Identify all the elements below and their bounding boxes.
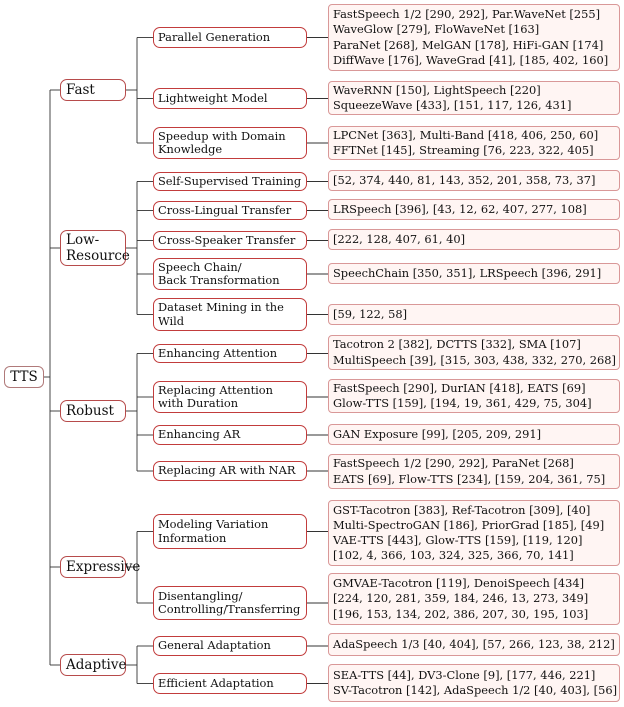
- category-label-line: Adaptive: [66, 657, 127, 673]
- method-line: EATS [69], Flow-TTS [234], [159, 204, 361, 75]: [333, 471, 606, 486]
- root-node-tts: TTS: [4, 366, 44, 388]
- subcategory-label-line: Self-Supervised Training: [158, 173, 302, 188]
- method-line: LPCNet [363], Multi-Band [418, 406, 250, 60]: [333, 127, 599, 142]
- category-label-line: Fast: [66, 82, 95, 98]
- subcategory-label-line: with Duration: [158, 396, 239, 410]
- subcategory-cross-speaker-transfer: [153, 231, 307, 250]
- subcategory-cross-lingual-transfer: [153, 201, 307, 220]
- category-expressive: [60, 556, 141, 578]
- category-label-line: Expressive: [66, 559, 141, 575]
- method-line: GMVAE-Tacotron [119], DenoiSpeech [434]: [333, 576, 585, 591]
- subcategory-lightweight-model: [153, 88, 307, 109]
- method-list: [328, 664, 620, 702]
- method-line: SqueezeWave [433], [151, 117, 126, 431]: [333, 98, 572, 112]
- subcategory-label-line: General Adaptation: [158, 638, 271, 653]
- subcategory-label-line: Controlling/Transferring: [158, 602, 301, 616]
- category-label-line: Robust: [66, 403, 114, 419]
- method-line: GST-Tacotron [383], Ref-Tacotron [309], [40]: [333, 502, 591, 517]
- method-line: SpeechChain [350, 351], LRSpeech [396, 291]: [333, 265, 602, 280]
- method-line: AdaSpeech 1/3 [40, 404], [57, 266, 123, 38, 212]: [333, 636, 615, 651]
- category-label-line: Low-: [66, 232, 100, 248]
- subcategory-label-line: Modeling Variation: [158, 517, 269, 531]
- subcategory-enhancing-ar: [153, 425, 307, 445]
- subcategory-label-line: Efficient Adaptation: [158, 675, 274, 690]
- method-line: Multi-SpectroGAN [186], PriorGrad [185], [49]: [333, 517, 605, 532]
- category-robust: [60, 400, 126, 422]
- method-list: [328, 126, 620, 160]
- subcategory-label-line: Dataset Mining in the: [158, 300, 284, 314]
- method-list: [328, 81, 620, 115]
- subcategory-replacing-attention-with-duration: [153, 381, 307, 413]
- category-low-resource: [60, 230, 130, 266]
- method-line: ParaNet [268], MelGAN [178], HiFi-GAN [174]: [333, 37, 604, 52]
- method-list: [328, 170, 620, 191]
- subcategory-label-line: Speech Chain/: [158, 259, 242, 274]
- subcategory-label-line: Cross-Speaker Transfer: [158, 232, 296, 247]
- subcategory-disentangling-controlling-transferring: [153, 586, 307, 620]
- method-line: [52, 374, 440, 81, 143, 352, 201, 358, 73, 37]: [333, 172, 596, 187]
- method-line: Tacotron 2 [382], DCTTS [332], SMA [107]: [333, 337, 581, 352]
- method-line: SV-Tacotron [142], AdaSpeech 1/2 [40, 403], [56]: [333, 683, 618, 697]
- method-line: FastSpeech [290], DurIAN [418], EATS [69]: [333, 380, 586, 395]
- subcategory-label-line: Enhancing AR: [158, 427, 241, 442]
- subcategory-enhancing-attention: [153, 344, 307, 363]
- method-list: [328, 500, 620, 566]
- method-line: FastSpeech 1/2 [290, 292], Par.WaveNet [255]: [333, 7, 601, 22]
- method-line: [224, 120, 281, 359, 184, 246, 13, 273, 349]: [333, 591, 589, 606]
- subcategory-efficient-adaptation: [153, 673, 307, 694]
- method-line: SEA-TTS [44], DV3-Clone [9], [177, 446, 221]: [333, 667, 596, 682]
- category-fast: [60, 79, 126, 101]
- subcategory-speech-chain-back-transformation: [153, 258, 307, 290]
- subcategory-label-line: Replacing AR with NAR: [158, 463, 296, 478]
- method-line: Glow-TTS [159], [194, 19, 361, 429, 75, 304]: [333, 396, 592, 410]
- method-line: LRSpeech [396], [43, 12, 62, 407, 277, 108]: [333, 201, 587, 216]
- method-line: DiffWave [176], WaveGrad [41], [185, 402, 160]: [333, 52, 609, 67]
- method-list: [328, 263, 620, 284]
- method-list: [328, 424, 620, 445]
- subcategory-parallel-generation: [153, 27, 307, 48]
- method-list: [328, 633, 620, 656]
- method-line: [102, 4, 366, 103, 324, 325, 366, 70, 141]: [333, 548, 574, 563]
- subcategory-modeling-variation-information: [153, 514, 307, 549]
- category-label-line: Resource: [66, 248, 130, 264]
- subcategory-self-supervised-training: [153, 172, 307, 191]
- subcategory-label-line: Disentangling/: [158, 588, 243, 603]
- subcategory-label-line: Lightweight Model: [158, 90, 268, 105]
- subcategory-label-line: Knowledge: [158, 142, 223, 156]
- method-line: FFTNet [145], Streaming [76, 223, 322, 405]: [333, 143, 594, 157]
- method-line: [59, 122, 58]: [333, 306, 408, 321]
- method-list: [328, 454, 620, 489]
- method-line: FastSpeech 1/2 [290, 292], ParaNet [268]: [333, 456, 574, 471]
- method-list: [328, 229, 620, 250]
- subcategory-label-line: Information: [158, 530, 227, 545]
- method-list: [328, 335, 620, 370]
- subcategory-label-line: Back Transformation: [158, 273, 280, 287]
- subcategory-label-line: Enhancing Attention: [158, 345, 278, 360]
- subcategory-label-line: Speedup with Domain: [158, 128, 286, 143]
- method-line: MultiSpeech [39], [315, 303, 438, 332, 270, 268]: [333, 352, 616, 367]
- method-list: [328, 573, 620, 625]
- method-line: VAE-TTS [443], Glow-TTS [159], [119, 120]: [333, 533, 583, 547]
- method-line: [196, 153, 134, 202, 386, 207, 30, 195, 103]: [333, 606, 589, 621]
- method-list: [328, 379, 620, 413]
- subcategory-label-line: Replacing Attention: [158, 382, 273, 397]
- subcategory-label-line: Parallel Generation: [158, 29, 271, 44]
- subcategory-replacing-ar-with-nar: [153, 461, 307, 481]
- method-line: [222, 128, 407, 61, 40]: [333, 231, 466, 246]
- method-list: [328, 304, 620, 325]
- subcategory-dataset-mining-in-the-wild: [153, 298, 307, 331]
- subcategory-speedup-with-domain-knowledge: [153, 127, 307, 159]
- category-adaptive: [60, 654, 126, 676]
- subcategory-label-line: Wild: [158, 313, 185, 328]
- method-line: WaveRNN [150], LightSpeech [220]: [333, 82, 541, 97]
- subcategory-general-adaptation: [153, 636, 307, 656]
- method-list: [328, 4, 620, 71]
- method-line: WaveGlow [279], FloWaveNet [163]: [333, 22, 540, 37]
- subcategory-label-line: Cross-Lingual Transfer: [158, 202, 292, 217]
- method-line: GAN Exposure [99], [205, 209, 291]: [333, 426, 542, 441]
- method-list: [328, 199, 620, 220]
